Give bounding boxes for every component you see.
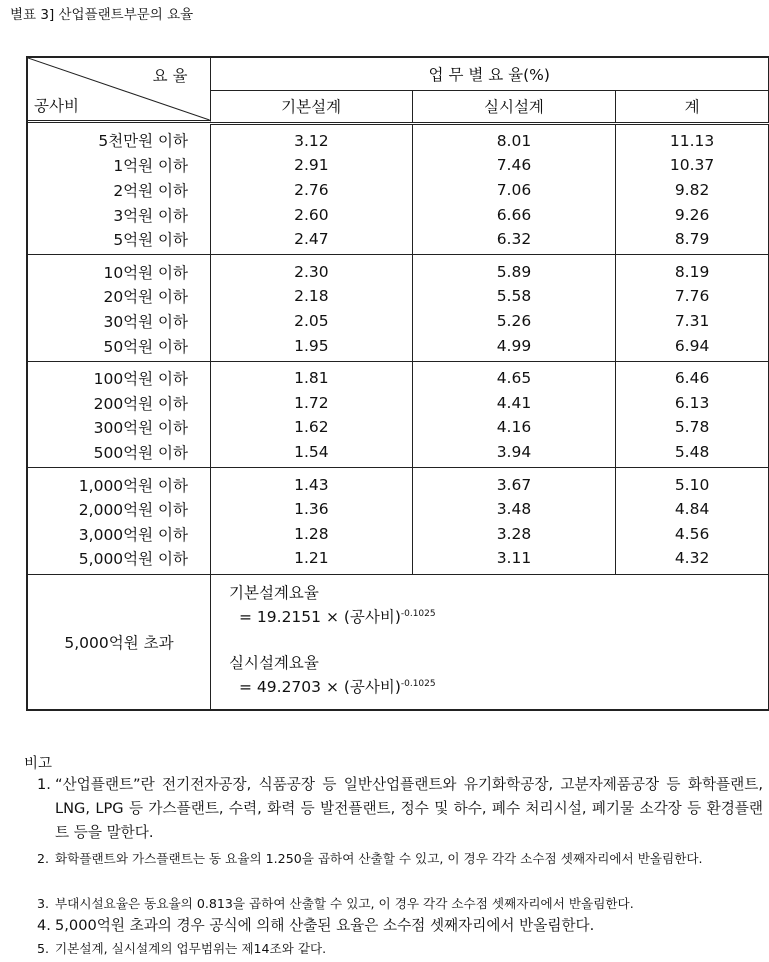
note-4: 4. 5,000억원 초과의 경우 공식에 의해 산출된 요율은 소수점 셋째자리에서 반올림한다. <box>37 917 595 934</box>
total-rate-cell: 10.37 <box>616 153 769 178</box>
note-3: 3. 부대시설요율은 동요율의 0.813을 곱하여 산출할 수 있고, 이 경우 각각 소수점 셋째자리에서 반올림한다. <box>37 896 634 911</box>
cost-cell: 50억원 이하 <box>27 333 211 361</box>
basic-rate-cell: 2.18 <box>211 284 413 309</box>
cost-cell: 20억원 이하 <box>27 284 211 309</box>
detail-exponent: -0.1025 <box>400 678 436 689</box>
header-detail: 실시설계 <box>412 91 615 123</box>
table-row <box>27 497 769 522</box>
total-rate-cell: 9.26 <box>616 202 769 227</box>
note-1: 1. “산업플랜트”란 전기전자공장, 식품공장 등 일반산업플랜트와 유기화학공장, 고분자제품공장 등 화학플랜트, LNG, LPG 등 가스플랜트, 수력, 화력 등 발전플랜트, 정수 및 하수, 폐수 처리시설, 폐기물 소각장 등 환경플랜트 등을 말한다. <box>37 776 763 841</box>
table-row <box>27 284 769 309</box>
cost-cell: 1억원 이하 <box>27 153 211 178</box>
total-rate-cell: 4.56 <box>616 521 769 546</box>
basic-rate-cell: 1.36 <box>211 497 413 522</box>
table-row <box>27 202 769 227</box>
table-row <box>27 153 769 178</box>
detail-rate-cell: 7.06 <box>412 178 615 203</box>
cost-cell: 5,000억원 이하 <box>27 546 211 574</box>
cost-cell: 3,000억원 이하 <box>27 521 211 546</box>
detail-rate-cell: 4.65 <box>412 361 615 390</box>
total-rate-cell: 8.19 <box>616 255 769 284</box>
basic-exponent: -0.1025 <box>400 608 436 619</box>
header-group: 업 무 별 요 율(%) <box>211 57 769 91</box>
basic-rate-cell: 2.60 <box>211 202 413 227</box>
basic-rate-cell: 1.43 <box>211 468 413 497</box>
total-rate-cell: 6.13 <box>616 390 769 415</box>
total-rate-cell: 4.84 <box>616 497 769 522</box>
detail-rate-cell: 5.58 <box>412 284 615 309</box>
rate-table <box>26 56 769 711</box>
cost-cell: 300억원 이하 <box>27 415 211 440</box>
cost-cell: 5천만원 이하 <box>27 123 211 153</box>
table-row <box>27 468 769 497</box>
table-row <box>27 546 769 574</box>
total-rate-cell: 8.79 <box>616 227 769 255</box>
header-total: 계 <box>616 91 769 123</box>
basic-rate-cell: 3.12 <box>211 123 413 153</box>
table-row <box>27 440 769 468</box>
basic-formula: = 19.2151 × (공사비)$^{-0.1025}$ <box>239 607 436 626</box>
detail-rate-cell: 3.67 <box>412 468 615 497</box>
header-corner <box>27 57 211 123</box>
cost-cell: 3억원 이하 <box>27 202 211 227</box>
basic-rate-cell: 2.91 <box>211 153 413 178</box>
detail-rate-cell: 4.41 <box>412 390 615 415</box>
over-row <box>27 574 769 710</box>
detail-rate-cell: 3.48 <box>412 497 615 522</box>
note-5: 5. 기본설계, 실시설계의 업무범위는 제14조와 같다. <box>37 941 327 956</box>
basic-rate-cell: 1.62 <box>211 415 413 440</box>
notes <box>0 752 769 956</box>
detail-rate-cell: 3.11 <box>412 546 615 574</box>
table-row <box>27 415 769 440</box>
note-2: 2. 화학플랜트와 가스플랜트는 동 요율의 1.250을 곱하여 산출할 수 있고, 이 경우 각각 소수점 셋째자리에서 반올림한다. <box>37 851 703 866</box>
total-rate-cell: 4.32 <box>616 546 769 574</box>
basic-formula-title: 기본설계요율 <box>229 583 319 602</box>
total-rate-cell: 5.10 <box>616 468 769 497</box>
basic-rate-cell: 1.95 <box>211 333 413 361</box>
detail-rate-cell: 3.94 <box>412 440 615 468</box>
total-rate-cell: 6.94 <box>616 333 769 361</box>
table-row <box>27 178 769 203</box>
table-row <box>27 521 769 546</box>
cost-cell: 30억원 이하 <box>27 309 211 334</box>
cost-cell: 100억원 이하 <box>27 361 211 390</box>
detail-rate-cell: 8.01 <box>412 123 615 153</box>
total-rate-cell: 5.78 <box>616 415 769 440</box>
cost-cell: 200억원 이하 <box>27 390 211 415</box>
detail-rate-cell: 4.16 <box>412 415 615 440</box>
basic-rate-cell: 1.28 <box>211 521 413 546</box>
total-rate-cell: 9.82 <box>616 178 769 203</box>
total-rate-cell: 6.46 <box>616 361 769 390</box>
detail-rate-cell: 7.46 <box>412 153 615 178</box>
table-row <box>27 333 769 361</box>
table-row <box>27 361 769 390</box>
table-row <box>27 255 769 284</box>
table-row <box>27 390 769 415</box>
cost-cell: 1,000억원 이하 <box>27 468 211 497</box>
basic-rate-cell: 2.47 <box>211 227 413 255</box>
cost-cell: 10억원 이하 <box>27 255 211 284</box>
table-row <box>27 309 769 334</box>
cost-cell: 2,000억원 이하 <box>27 497 211 522</box>
over-label: 5,000억원 초과 <box>27 574 211 710</box>
detail-rate-cell: 6.66 <box>412 202 615 227</box>
header-basic: 기본설계 <box>211 91 413 123</box>
basic-rate-cell: 1.81 <box>211 361 413 390</box>
detail-formula-title: 실시설계요율 <box>229 653 319 672</box>
cost-cell: 5억원 이하 <box>27 227 211 255</box>
detail-rate-cell: 5.89 <box>412 255 615 284</box>
total-rate-cell: 7.76 <box>616 284 769 309</box>
formula-cell <box>211 574 769 710</box>
basic-rate-cell: 1.72 <box>211 390 413 415</box>
detail-rate-cell: 4.99 <box>412 333 615 361</box>
cost-cell: 2억원 이하 <box>27 178 211 203</box>
table-row <box>27 123 769 153</box>
notes-heading: 비고 <box>24 756 53 772</box>
basic-rate-cell: 1.54 <box>211 440 413 468</box>
detail-rate-cell: 5.26 <box>412 309 615 334</box>
page-title: 별표 3] 산업플랜트부문의 요율 <box>10 7 194 23</box>
cost-cell: 500억원 이하 <box>27 440 211 468</box>
total-rate-cell: 5.48 <box>616 440 769 468</box>
detail-formula: = 49.2703 × (공사비)$^{-0.1025}$ <box>239 677 436 696</box>
corner-label-cost: 공사비 <box>34 97 79 115</box>
basic-rate-cell: 2.76 <box>211 178 413 203</box>
basic-rate-cell: 1.21 <box>211 546 413 574</box>
detail-rate-cell: 3.28 <box>412 521 615 546</box>
basic-rate-cell: 2.05 <box>211 309 413 334</box>
total-rate-cell: 11.13 <box>616 123 769 153</box>
corner-label-rate: 요 율 <box>152 67 188 85</box>
table-row <box>27 227 769 255</box>
basic-rate-cell: 2.30 <box>211 255 413 284</box>
detail-rate-cell: 6.32 <box>412 227 615 255</box>
total-rate-cell: 7.31 <box>616 309 769 334</box>
